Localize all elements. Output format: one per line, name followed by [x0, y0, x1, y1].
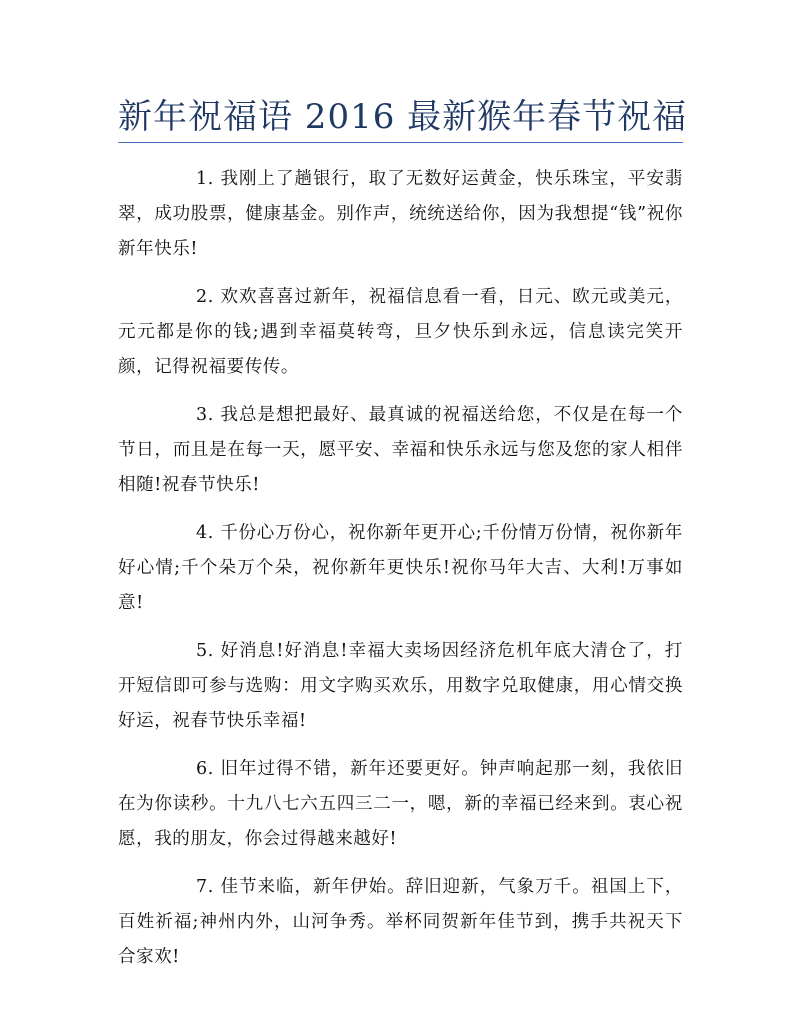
- paragraph-6: 6. 旧年过得不错，新年还要更好。钟声响起那一刻，我依旧在为你读秒。十九八七六五四三二一，嗯，新的幸福已经来到。衷心祝愿，我的朋友，你会过得越来越好!: [118, 759, 683, 849]
- paragraph-4: 4. 千份心万份心，祝你新年更开心;千份情万份情，祝你新年好心情;千个朵万个朵，祝你新年更快乐!祝你马年大吉、大利!万事如意!: [118, 523, 683, 613]
- paragraph-2: 2. 欢欢喜喜过新年，祝福信息看一看，日元、欧元或美元，元元都是你的钱;遇到幸福莫转弯，旦夕快乐到永远，信息读完笑开颜，记得祝福要传传。: [118, 287, 683, 377]
- paragraph-5: 5. 好消息!好消息!幸福大卖场因经济危机年底大清仓了，打开短信即可参与选购：用文字购买欢乐，用数字兑取健康，用心情交换好运，祝春节快乐幸福!: [118, 641, 683, 731]
- paragraph-1: 1. 我刚上了趟银行，取了无数好运黄金，快乐珠宝，平安翡翠，成功股票，健康基金。别作声，统统送给你，因为我想提“钱”祝你新年快乐!: [118, 169, 683, 259]
- title-divider: [118, 142, 683, 143]
- paragraph-7: 7. 佳节来临，新年伊始。辞旧迎新，气象万千。祖国上下，百姓祈福;神州内外，山河争秀。举杯同贺新年佳节到，携手共祝天下合家欢!: [118, 877, 683, 967]
- paragraph-3: 3. 我总是想把最好、最真诚的祝福送给您，不仅是在每一个节日，而且是在每一天，愿平安、幸福和快乐永远与您及您的家人相伴相随!祝春节快乐!: [118, 405, 683, 495]
- document-body: [118, 162, 683, 988]
- page-title: 新年祝福语 2016 最新猴年春节祝福: [118, 97, 688, 137]
